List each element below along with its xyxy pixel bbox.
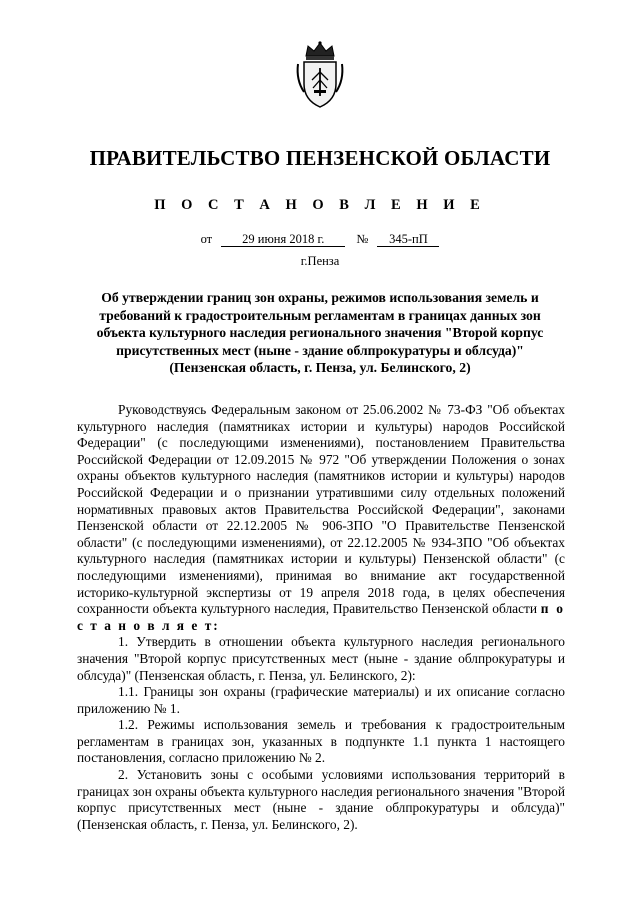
document-date: 29 июня 2018 г.: [221, 232, 345, 247]
government-title: ПРАВИТЕЛЬСТВО ПЕНЗЕНСКОЙ ОБЛАСТИ: [89, 146, 551, 170]
date-number-row: [0, 232, 640, 247]
clause-paragraph: 1. Утвердить в отношении объекта культурного наследия регионального значения "Второй корпус присутственных мест (ныне - здание облпрокуратуры и облсуда)" (Пензенская область, г. Пенза, ул. Белинского, 2):: [77, 634, 565, 683]
document-number: 345-пП: [377, 232, 439, 247]
document-city: г.Пенза: [300, 254, 340, 268]
coat-of-arms-icon: [292, 40, 348, 110]
heading-line: Об утверждении границ зон охраны, режимов использования земель и: [101, 290, 539, 305]
heading-line: (Пензенская область, г. Пенза, ул. Белинского, 2): [169, 360, 471, 375]
number-prefix: №: [356, 232, 369, 246]
document-type: П О С Т А Н О В Л Е Н И Е: [154, 197, 486, 213]
preamble-text: Руководствуясь Федеральным законом от 25.06.2002 № 73-ФЗ "Об объектах культурного наследия (памятниках истории и культуры) народов Российской Федерации" (с последующими изменениями), постановлением Правительства Российской Федерации от 12.09.2015 № 972 "Об утверждении Положения о зонах охраны объектов культурного наследия (памятников истории и культуры) народов Российской Федерации и о признании утратившими силу отдельных положений нормативных правовых актов Правительства Российской Федерации", законами Пензенской области от 22.12.2005 № 906-ЗПО "О Правительстве Пензенской области" (с последующими изменениями), от 22.12.2005 № 934-ЗПО "Об объектах культурного наследия (памятниках истории и культуры) Пензенской области" (с последующими изменениями), принимая во внимание акт государственной историко-культурной экспертизы от 19 апреля 2018 года, в целях обеспечения сохранности объекта культурного наследия, Правительство Пензенской области: [77, 402, 565, 617]
heading-line: требований к градостроительным регламентам в границах данных зон: [99, 307, 541, 323]
heading-line: присутственных мест (ныне - здание облпрокуратуры и облсуда)": [116, 342, 524, 358]
heading-line: объекта культурного наследия регионального значения "Второй корпус: [96, 325, 544, 340]
date-prefix: от: [200, 232, 213, 246]
document-body: [77, 402, 565, 833]
clause-paragraph: 1.2. Режимы использования земель и требования к градостроительным регламентам в границах зон, указанных в подпункте 1.1 пункта 1 настоящего постановления, согласно приложению № 2.: [77, 717, 565, 766]
decree-word: п о с т а н о в л я е т:: [77, 601, 565, 633]
preamble-paragraph: [77, 402, 565, 634]
clause-paragraph: 1.1. Границы зон охраны (графические материалы) и их описание согласно приложению № 1.: [77, 684, 565, 716]
document-heading: [84, 289, 556, 377]
clause-paragraph: 2. Установить зоны с особыми условиями использования территорий в границах зон охраны объекта культурного наследия регионального значения "Второй корпус присутственных мест (ныне - здание облпрокуратуры и облсуда)" (Пензенская область, г. Пенза, ул. Белинского, 2).: [77, 767, 565, 832]
